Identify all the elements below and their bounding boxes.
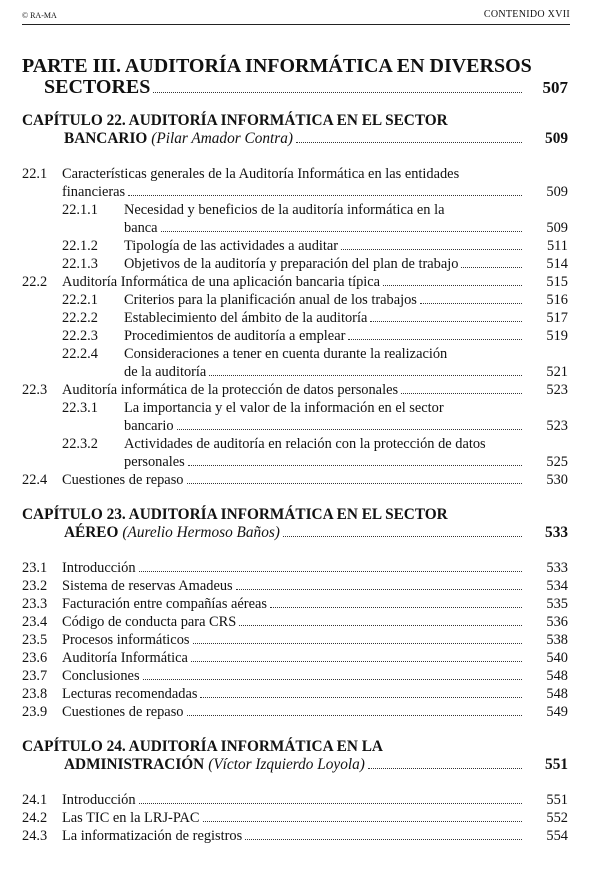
section-title: Cuestiones de repaso — [62, 472, 184, 488]
page-number: 533 — [546, 560, 568, 576]
section-number: 23.2 — [22, 578, 48, 594]
section-title: Conclusiones — [62, 668, 140, 684]
section-title: banca — [124, 220, 158, 236]
section-title: Auditoría Informática de una aplicación bancaria típica — [62, 274, 381, 290]
toc-entry-line — [22, 559, 568, 577]
section-number: 23.4 — [22, 614, 48, 630]
page-number: 551 — [545, 756, 568, 773]
toc-entry-line — [22, 309, 568, 327]
section-title: Criterios para la planificación anual de los trabajos — [124, 292, 417, 308]
section-number: 22.4 — [22, 472, 48, 488]
toc-entry-line — [22, 381, 568, 399]
page-number: 523 — [546, 382, 568, 398]
section-title: Actividades de auditoría en relación con la protección de datos — [124, 436, 486, 452]
section-number: 23.1 — [22, 560, 48, 576]
publisher-mark: © RA-MA — [22, 11, 57, 20]
heading-text: SECTORES — [44, 76, 151, 98]
page-number: 523 — [546, 418, 568, 434]
section-spacer — [22, 721, 568, 738]
dot-leader — [200, 697, 522, 698]
dot-leader — [139, 571, 522, 572]
heading-text: AÉREO — [64, 524, 119, 541]
toc-entry-line — [22, 649, 568, 667]
dot-leader — [153, 92, 522, 93]
dot-leader — [209, 375, 522, 376]
toc-entry-line — [22, 703, 568, 721]
page-number: 516 — [546, 292, 568, 308]
page-number: 530 — [546, 472, 568, 488]
dot-leader — [161, 231, 522, 232]
section-number: 23.9 — [22, 704, 48, 720]
toc-entry-line — [22, 631, 568, 649]
dot-leader — [270, 607, 522, 608]
dot-leader — [177, 429, 522, 430]
toc-entry-line — [22, 291, 568, 309]
page-number: 514 — [546, 256, 568, 272]
heading-line — [22, 738, 568, 756]
heading-text: BANCARIO — [64, 130, 148, 147]
dot-leader — [143, 679, 522, 680]
heading-text: PARTE III. AUDITORÍA INFORMÁTICA EN DIVERSOS — [22, 55, 532, 77]
toc-entry-line — [22, 345, 568, 363]
section-title: financieras — [62, 184, 126, 200]
toc-entry-line — [22, 183, 568, 201]
dot-leader — [420, 303, 522, 304]
chapter-author: (Pilar Amador Contra) — [151, 130, 293, 147]
toc-entry-line — [22, 219, 568, 237]
dot-leader — [383, 285, 522, 286]
section-number: 24.1 — [22, 792, 48, 808]
dot-leader — [370, 321, 522, 322]
toc-entry-line — [22, 255, 568, 273]
page-number: 540 — [546, 650, 568, 666]
toc-entry-line — [22, 613, 568, 631]
section-number: 22.3.2 — [62, 436, 98, 452]
dot-leader — [245, 839, 522, 840]
page-number: 517 — [546, 310, 568, 326]
toc-entry-line — [22, 809, 568, 827]
section-list — [22, 165, 568, 489]
section-title: personales — [124, 454, 185, 470]
section-title: La informatización de registros — [62, 828, 243, 844]
section-number: 24.2 — [22, 810, 48, 826]
toc-entry-line — [22, 595, 568, 613]
toc-entry-line — [22, 201, 568, 219]
toc-entry-line — [22, 471, 568, 489]
chapter-author: (Aurelio Hermoso Baños) — [122, 524, 280, 541]
section-title: bancario — [124, 418, 174, 434]
dot-leader — [191, 661, 522, 662]
chapter-heading — [22, 738, 568, 774]
heading-line — [22, 524, 568, 542]
section-number: 23.7 — [22, 668, 48, 684]
dot-leader — [187, 715, 523, 716]
dot-leader — [341, 249, 522, 250]
section-title: Procesos informáticos — [62, 632, 190, 648]
dot-leader — [283, 536, 522, 537]
section-page-label: CONTENIDO XVII — [483, 9, 570, 20]
chapter-author: (Víctor Izquierdo Loyola) — [208, 756, 365, 773]
section-title: Tipología de las actividades a auditar — [124, 238, 339, 254]
dot-leader — [139, 803, 522, 804]
section-title: Procedimientos de auditoría a emplear — [124, 328, 346, 344]
section-list — [22, 791, 568, 845]
toc-entry-line — [22, 577, 568, 595]
dot-leader — [187, 483, 523, 484]
page-number: 509 — [546, 220, 568, 236]
section-title: Consideraciones a tener en cuenta durante la realización — [124, 346, 448, 362]
section-number: 22.2.4 — [62, 346, 98, 362]
dot-leader — [236, 589, 522, 590]
section-number: 22.1.1 — [62, 202, 98, 218]
section-number: 22.2 — [22, 274, 48, 290]
toc-entry-line — [22, 453, 568, 471]
toc-entry-line — [22, 791, 568, 809]
dot-leader — [296, 142, 522, 143]
heading-line — [22, 56, 568, 77]
section-title: Las TIC en la LRJ-PAC — [62, 810, 200, 826]
page-number: 507 — [542, 78, 568, 97]
section-title: La importancia y el valor de la información en el sector — [124, 400, 444, 416]
page-number: 535 — [546, 596, 568, 612]
table-of-contents — [22, 56, 568, 862]
page-number: 534 — [546, 578, 568, 594]
section-number: 22.1 — [22, 166, 48, 182]
section-number: 22.2.2 — [62, 310, 98, 326]
section-number: 22.3.1 — [62, 400, 98, 416]
heading-line — [22, 112, 568, 130]
dot-leader — [239, 625, 522, 626]
section-number: 23.6 — [22, 650, 48, 666]
section-title: Sistema de reservas Amadeus — [62, 578, 233, 594]
section-title: Necesidad y beneficios de la auditoría informática en la — [124, 202, 445, 218]
toc-entry-line — [22, 435, 568, 453]
toc-entry-line — [22, 273, 568, 291]
page-number: 519 — [546, 328, 568, 344]
toc-entry-line — [22, 667, 568, 685]
page-number: 549 — [546, 704, 568, 720]
toc-entry-line — [22, 399, 568, 417]
section-title: Introducción — [62, 792, 136, 808]
running-header — [22, 6, 570, 25]
dot-leader — [128, 195, 522, 196]
section-title: de la auditoría — [124, 364, 207, 380]
section-number: 22.1.3 — [62, 256, 98, 272]
heading-text: ADMINISTRACIÓN — [64, 756, 205, 773]
dot-leader — [188, 465, 522, 466]
section-title: Cuestiones de repaso — [62, 704, 184, 720]
page-number: 548 — [546, 686, 568, 702]
dot-leader — [401, 393, 522, 394]
page-number: 525 — [546, 454, 568, 470]
page-number: 521 — [546, 364, 568, 380]
page-number: 551 — [546, 792, 568, 808]
page-number: 538 — [546, 632, 568, 648]
section-title: Objetivos de la auditoría y preparación del plan de trabajo — [124, 256, 459, 272]
heading-text: CAPÍTULO 22. AUDITORÍA INFORMÁTICA EN EL SECTOR — [22, 112, 448, 129]
toc-entry-line — [22, 417, 568, 435]
page-number: 552 — [546, 810, 568, 826]
section-title: Auditoría Informática — [62, 650, 188, 666]
toc-entry-line — [22, 165, 568, 183]
section-spacer — [22, 845, 568, 862]
chapter-heading — [22, 506, 568, 542]
toc-entry-line — [22, 327, 568, 345]
page-number: 536 — [546, 614, 568, 630]
dot-leader — [461, 267, 522, 268]
toc-entry-line — [22, 827, 568, 845]
heading-line — [22, 756, 568, 774]
page-number: 533 — [545, 524, 568, 541]
page-number: 509 — [546, 184, 568, 200]
section-title: Introducción — [62, 560, 136, 576]
heading-line — [22, 506, 568, 524]
section-title: Auditoría informática de la protección de datos personales — [62, 382, 399, 398]
toc-entry-line — [22, 237, 568, 255]
section-number: 23.3 — [22, 596, 48, 612]
page-number: 511 — [546, 238, 568, 254]
heading-text: CAPÍTULO 23. AUDITORÍA INFORMÁTICA EN EL SECTOR — [22, 506, 448, 523]
section-number: 23.8 — [22, 686, 48, 702]
dot-leader — [348, 339, 522, 340]
section-spacer — [22, 489, 568, 506]
section-title: Facturación entre compañías aéreas — [62, 596, 267, 612]
part-heading — [22, 56, 568, 98]
section-title: Establecimiento del ámbito de la auditoría — [124, 310, 368, 326]
dot-leader — [203, 821, 522, 822]
section-title: Código de conducta para CRS — [62, 614, 237, 630]
heading-line — [22, 77, 568, 98]
section-title: Lecturas recomendadas — [62, 686, 198, 702]
toc-entry-line — [22, 685, 568, 703]
toc-entry-line — [22, 363, 568, 381]
heading-line — [22, 130, 568, 148]
dot-leader — [193, 643, 523, 644]
section-number: 24.3 — [22, 828, 48, 844]
heading-text: CAPÍTULO 24. AUDITORÍA INFORMÁTICA EN LA — [22, 738, 383, 755]
page-number: 509 — [545, 130, 568, 147]
section-title: Características generales de la Auditoría Informática en las entidades — [62, 166, 460, 182]
dot-leader — [368, 768, 522, 769]
page-number: 548 — [546, 668, 568, 684]
section-number: 22.2.3 — [62, 328, 98, 344]
section-list — [22, 559, 568, 721]
page-number: 554 — [546, 828, 568, 844]
section-number: 22.3 — [22, 382, 48, 398]
section-number: 22.2.1 — [62, 292, 98, 308]
page-number: 515 — [546, 274, 568, 290]
section-number: 23.5 — [22, 632, 48, 648]
section-number: 22.1.2 — [62, 238, 98, 254]
chapter-heading — [22, 112, 568, 148]
